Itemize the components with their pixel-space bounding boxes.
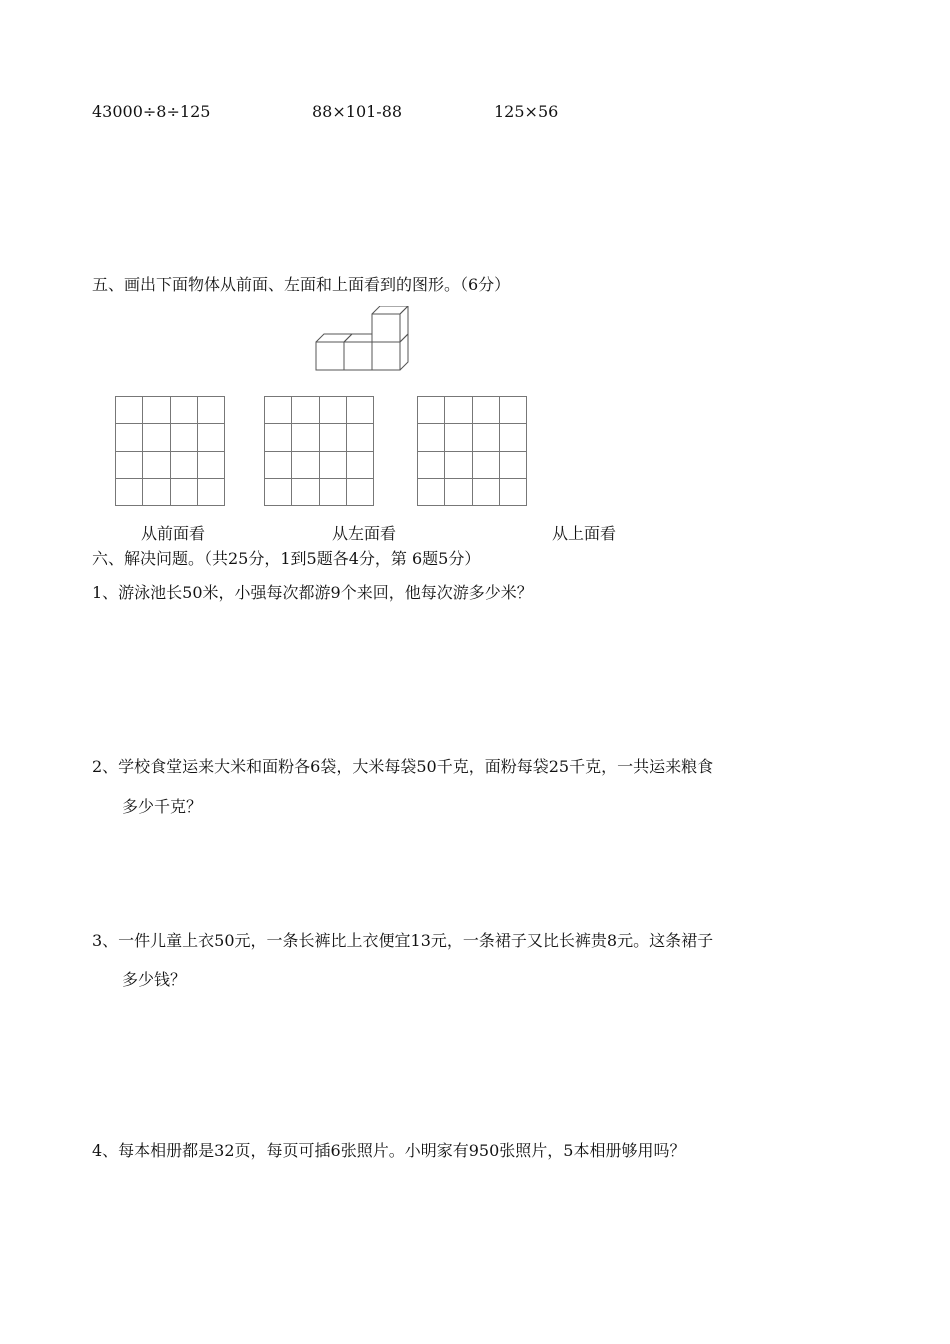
calc-1: 43000÷8÷125 [92, 102, 211, 121]
calc-3: 125×56 [494, 102, 559, 121]
stacked-cubes-figure [314, 306, 414, 374]
section6-title: 六、解决问题。（共25分，1到5题各4分，第 6题5分） [92, 549, 481, 568]
label-front-view: 从前面看 [141, 524, 206, 543]
problem-4: 4、每本相册都是32页，每页可插6张照片。小明家有950张照片，5本相册够用吗？ [92, 1141, 686, 1160]
section5-title: 五、画出下面物体从前面、左面和上面看到的图形。（6分） [92, 275, 511, 294]
problem-3-line1: 3、一件儿童上衣50元，一条长裤比上衣便宜13元，一条裙子又比长裤贵8元。这条裙子 [92, 931, 714, 950]
problem-1: 1、游泳池长50米，小强每次都游9个来回，他每次游多少米？ [92, 583, 533, 602]
label-left-view: 从左面看 [332, 524, 397, 543]
problem-3-line2: 多少钱？ [122, 970, 187, 989]
grid-front[interactable] [115, 396, 225, 506]
grid-left[interactable] [264, 396, 374, 506]
problem-2-line1: 2、学校食堂运来大米和面粉各6袋，大米每袋50千克，面粉每袋25千克，一共运来粮食 [92, 757, 714, 776]
label-top-view: 从上面看 [552, 524, 617, 543]
grid-top[interactable] [417, 396, 527, 506]
calc-2: 88×101-88 [312, 102, 403, 121]
problem-2-line2: 多少千克？ [122, 797, 203, 816]
